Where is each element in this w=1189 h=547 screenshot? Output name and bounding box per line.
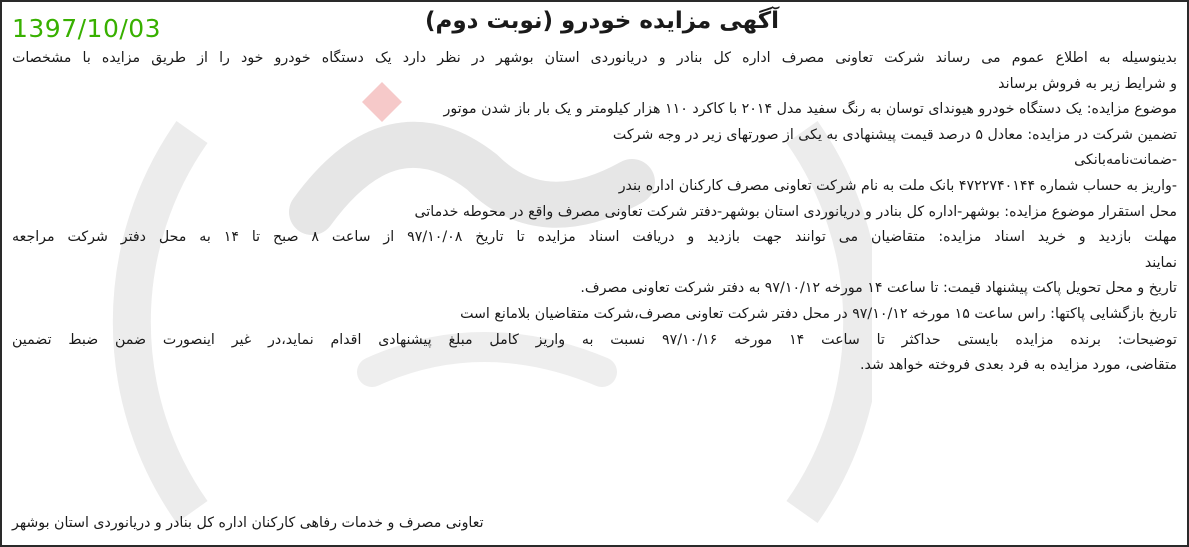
guarantee-line: تضمین شرکت در مزایده: معادل ۵ درصد قیمت پیشنهادی به یکی از صورتهای زیر در وجه شرکت <box>612 126 1177 143</box>
page-title: آگهی مزایده خودرو (نوبت دوم) <box>424 8 780 34</box>
notes-line-2: متقاضی، مورد مزایده به فرد بعدی فروخته خواهد شد. <box>860 357 1177 374</box>
delivery-line: تاریخ و محل تحویل پاکت پیشنهاد قیمت: تا ساعت ۱۴ مورخه ۹۷/۱۰/۱۲ به دفتر شرکت تعاونی مصرف. <box>580 280 1177 297</box>
publication-date: 1397/10/03 <box>12 14 162 43</box>
deposit-line: -واریز به حساب شماره ۴۷۲۲۷۴۰۱۴۴ بانک ملت به نام شرکت تعاونی مصرف کارکنان اداره بندر <box>618 177 1177 194</box>
subject-line: موضوع مزایده: یک دستگاه خودرو هیوندای توسان به رنگ سفید مدل ۲۰۱۴ با کاکرد ۱۱۰ هزار کیلومتر و یک بار باز شدن موتور <box>443 101 1177 118</box>
bank-guarantee-line: -ضمانت‌نامه‌بانکی <box>1074 152 1177 169</box>
intro-line-1: بدینوسیله به اطلاع عموم می رساند شرکت تعاونی مصرف اداره کل بنادر و دریانوردی استان بوشهر در نظر دارد یک دستگاه خودرو خود را از طریق مزایده با مشخصات <box>12 50 1177 66</box>
notes-line-1: توضیحات: برنده مزایده بایستی حداکثر تا ساعت ۱۴ مورخه ۹۷/۱۰/۱۶ نسبت به واریز کامل مبلغ پیشنهادی اقدام نماید،در غیر اینصورت ضمن ضبط تضمین <box>12 331 1177 348</box>
publisher-signature: تعاونی مصرف و خدمات رفاهی کارکنان اداره کل بنادر و دریانوردی استان بوشهر <box>12 515 484 531</box>
advertisement-body <box>12 46 1177 379</box>
opening-line: تاریخ بازگشایی پاکتها: راس ساعت ۱۵ مورخه ۹۷/۱۰/۱۲ در محل دفتر شرکت تعاونی مصرف،شرکت متقاضیان بلامانع است <box>460 305 1177 322</box>
visit-line-1: مهلت بازدید و خرید اسناد مزایده: متقاضیان می توانند جهت بازدید و دریافت اسناد مزایده تا تاریخ ۹۷/۱۰/۰۸ از ساعت ۸ صبح تا ۱۴ به محل دفتر شرکت مراجعه <box>12 229 1177 246</box>
location-line: محل استقرار موضوع مزایده: بوشهر-اداره کل بنادر و دریانوردی استان بوشهر-دفتر شرکت تعاونی مصرف واقع در محوطه خدماتی <box>414 203 1177 220</box>
visit-line-2: نمایند <box>1144 254 1177 271</box>
intro-line-2: و شرایط زیر به فروش برساند <box>998 75 1177 92</box>
